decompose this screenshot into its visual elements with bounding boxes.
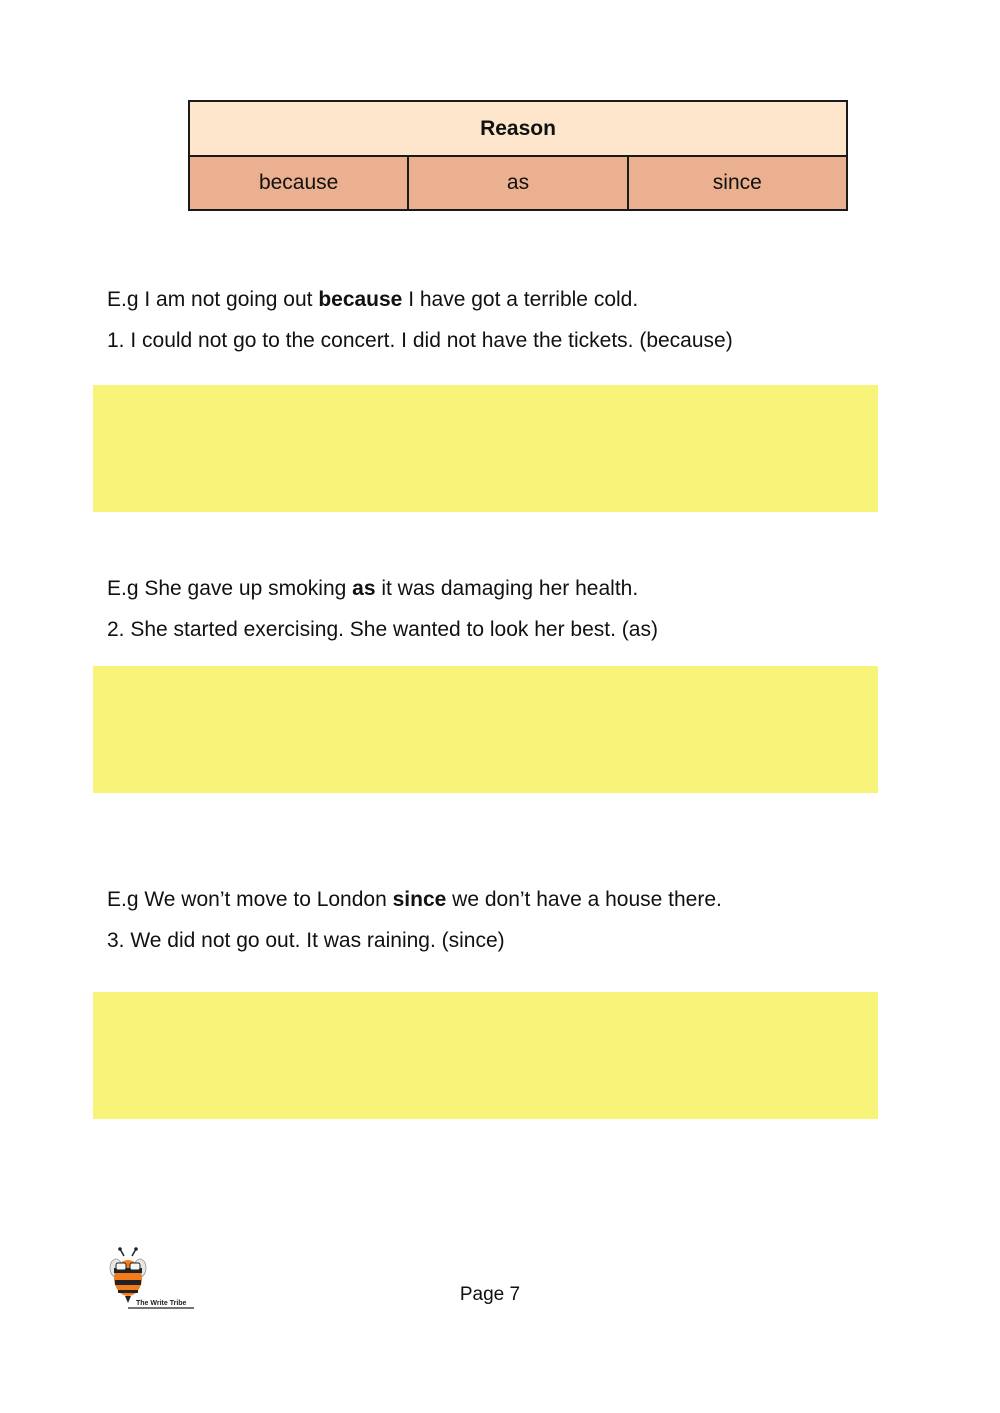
- example-sentence-2: [107, 576, 638, 602]
- example-2-after: it was damaging her health.: [375, 577, 639, 600]
- reason-table: [188, 100, 848, 211]
- example-1-before: E.g I am not going out: [107, 288, 319, 311]
- example-3-after: we don’t have a house there.: [446, 888, 722, 911]
- example-sentence-1: [107, 287, 638, 313]
- answer-input-3[interactable]: [93, 992, 878, 1119]
- reason-cell-because: because: [258, 171, 339, 194]
- logo-text: The Write Tribe: [136, 1300, 187, 1307]
- reason-cell-since: since: [627, 157, 846, 209]
- example-3-keyword: since: [392, 888, 447, 911]
- example-3-before: E.g We won’t move to London: [107, 888, 393, 911]
- exercise-prompt-1: 1. I could not go to the concert. I did not have the tickets. (because): [107, 329, 733, 352]
- answer-input-2[interactable]: [93, 666, 878, 793]
- page-number: Page 7: [459, 1284, 521, 1305]
- reason-table-header: Reason: [190, 102, 846, 157]
- example-2-keyword: as: [352, 577, 376, 600]
- example-sentence-3: [107, 887, 722, 913]
- example-2-before: E.g She gave up smoking: [107, 577, 353, 600]
- exercise-prompt-3: 3. We did not go out. It was raining. (since): [107, 929, 505, 952]
- reason-table-row: [190, 157, 846, 209]
- answer-input-1[interactable]: [93, 385, 878, 512]
- exercise-prompt-2: 2. She started exercising. She wanted to look her best. (as): [107, 618, 658, 641]
- example-1-keyword: because: [318, 288, 403, 311]
- example-1-after: I have got a terrible cold.: [402, 288, 639, 311]
- reason-cell-as: as: [407, 157, 626, 209]
